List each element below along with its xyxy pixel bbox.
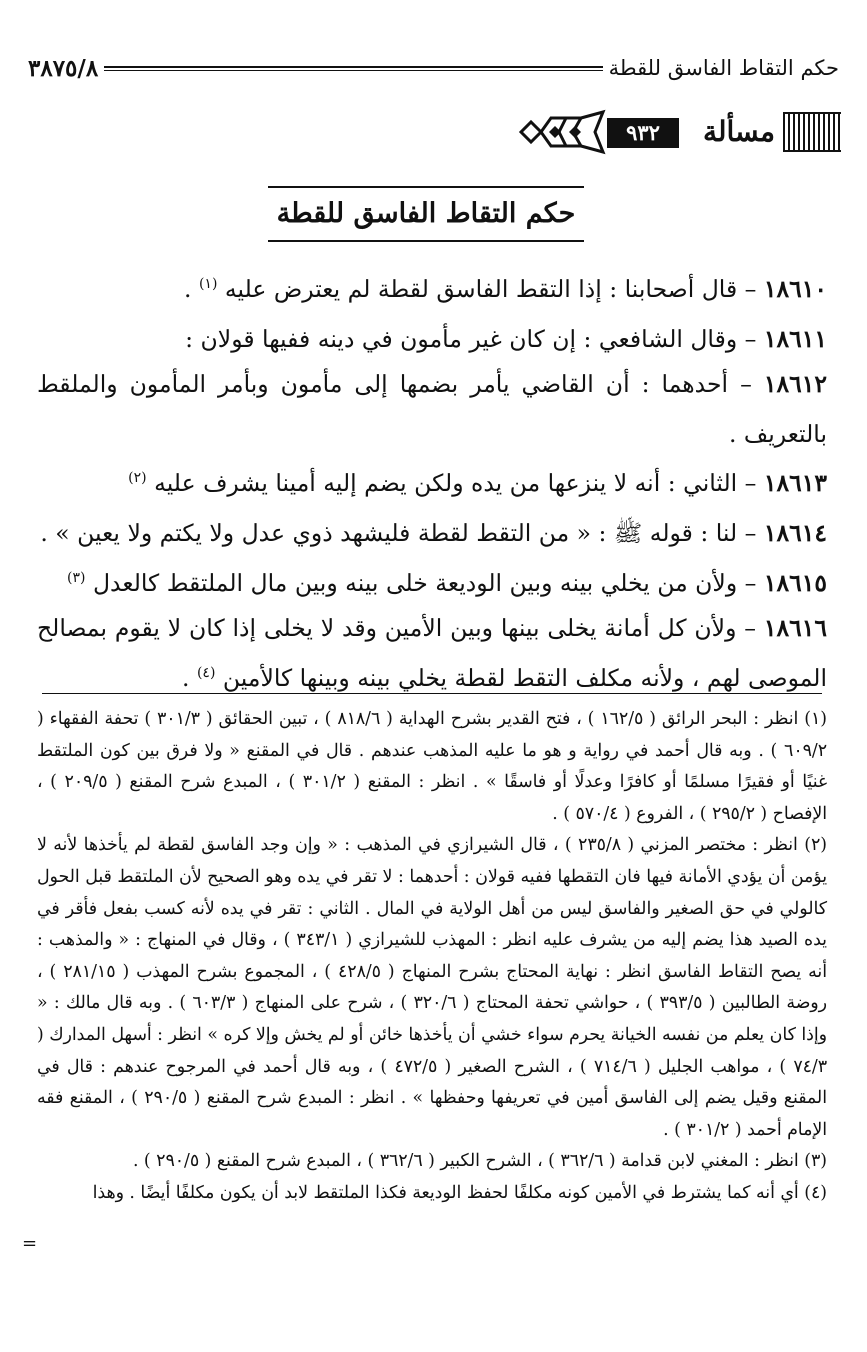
masala-label: مسألة — [702, 115, 775, 148]
paragraph-number: ١٨٦١٠ — [763, 274, 827, 303]
paragraph-number: ١٨٦١٤ — [763, 519, 827, 548]
paragraph-text: – ولأن من يخلي بينه وبين الوديعة خلى بينه وبين مال الملتقط كالعدل — [85, 568, 764, 597]
paragraph-text: – الثاني : أنه لا ينزعها من يده ولكن يضم إليه أمينا يشرف عليه — [146, 469, 764, 498]
paragraph-text: – أحدهما : أن القاضي يأمر بضمها إلى مأمون وبأمر المأمون والملقط بالتعريف . — [37, 369, 827, 448]
striped-bars-ornament — [783, 112, 841, 152]
footnote: (٤) أي أنه كما يشترط في الأمين كونه مكلفًا لحفظ الوديعة فكذا الملتقط لابد أن يكون مكلفًا أيضًا . وهذا — [92, 1182, 827, 1203]
footnotes — [37, 704, 827, 1210]
paragraph — [37, 606, 827, 701]
paragraph — [37, 312, 827, 362]
footnote: (١) انظر : البحر الرائق ( ١٦٢/٥ ) ، فتح القدير بشرح الهداية ( ٨١٨/٦ ) ، تبين الحقائق ( ٣٠١/٣ ) تحفة الفقهاء ( ٦٠٩/٢ ) . وبه قال أحمد في رواية و هو ما عليه المذهب عندهم . قال في المقنع « ولا فرق بين كون الملتقط غنيًا أو فقيرًا مسلمًا أو كافرًا وعدلًا أو فاسقًا » . انظر : المقنع ( ٣٠١/٢ ) ، المبدع شرح المقنع ( ٢٠٩/٥ ) ، الإفصاح ( ٢٩٥/٢ ) ، الفروع ( ٥٧٠/٤ ) . — [37, 709, 828, 824]
body-text — [37, 262, 827, 701]
paragraph-end: . — [183, 274, 199, 303]
paragraph-text: – وقال الشافعي : إن كان غير مأمون في دينه ففيها قولان : — [185, 324, 764, 353]
masala-number: ٩٣٢ — [607, 118, 679, 148]
header-rule — [104, 66, 602, 71]
title-bottom-rule — [268, 240, 584, 242]
running-header — [28, 50, 839, 86]
paragraph-text: – لنا : قوله ﷺ : « من التقط لقطة فليشهد ذوي عدل ولا يكتم ولا يعين » . — [40, 519, 764, 548]
footnote: (٣) انظر : المغني لابن قدامة ( ٣٦٢/٦ ) ، الشرح الكبير ( ٣٦٢/٦ ) ، المبدع شرح المقنع ( ٢٩٠/٥ ) . — [132, 1151, 827, 1172]
running-header-title: حكم التقاط الفاسق للقطة — [608, 56, 839, 80]
paragraph — [37, 506, 827, 556]
paragraph — [37, 362, 827, 457]
paragraph — [37, 556, 827, 606]
continuation-mark: = — [22, 1233, 38, 1254]
footnote: (٢) انظر : مختصر المزني ( ٢٣٥/٨ ) ، قال الشيرازي في المذهب : « وإن وجد الفاسق لقطة لم يأخذها لأنه لا يؤمن أن يؤدي الأمانة فيها فان التقطها ففيه قولان : أحدهما : لا تقر في يده وهو الصحيح لأن الملتقط قبل الحول كالولي في حق الصغير والفاسق ليس من أهل الولاية في المال . الثاني : تقر في يده لأنه كسب بفعل فأقر في يده الصيد هذا يضم إليه من يشرف عليه انظر : المهذب للشيرازي ( ٣٤٣/١ ) ، وقال في المنهاج : « والمذهب : أنه يصح التقاط الفاسق انظر : نهاية المحتاج بشرح المنهاج ( ٤٢٨/٥ ) ، المجموع بشرح المهذب ( ٢٨١/١٥ ) ، روضة الطالبين ( ٣٩٣/٥ ) ، حواشي تحفة المحتاج ( ٣٢٠/٦ ) ، شرح على المنهاج ( ٦٠٣/٣ ) . وبه قال مالك : « وإذا كان يعلم من نفسه الخيانة يحرم سواء خشي أن يأخذها خائن أو لم يخش وإلا كره » انظر : أسهل المدارك ( ٧٤/٣ ) ، مواهب الجليل ( ٧١٤/٦ ) ، الشرح الصغير ( ٤٧٢/٥ ) ، وبه قال أحمد في المرجوح عندهم : قال في المقنع وقيل يضم إلى الفاسق أمين في تعريفها وحفظها » . انظر : المبدع شرح المقنع ( ٢٩٠/٥ ) ، المقنع فقه الإمام أحمد ( ٣٠١/٢ ) . — [37, 835, 827, 1140]
paragraph-text: – قال أصحابنا : إذا التقط الفاسق لقطة لم يعترض عليه — [217, 274, 764, 303]
title-top-rule — [268, 186, 584, 188]
paragraph-number: ١٨٦١٥ — [763, 568, 827, 597]
footnote-ref: (١) — [198, 276, 218, 292]
section-title: حكم التقاط الفاسق للقطة — [276, 198, 576, 229]
footnote-ref: (٣) — [67, 570, 86, 587]
paragraph-number: ١٨٦١١ — [763, 324, 827, 353]
footnote-ref: (٤) — [196, 664, 216, 681]
footnote-separator — [42, 693, 822, 694]
paragraph — [37, 456, 827, 506]
paragraph-number: ١٨٦١٦ — [763, 613, 827, 642]
paragraph-text: – ولأن كل أمانة يخلى بينها وبين الأمين وقد لا يخلى إذا كان لا يقوم بمصالح الموصى لهم ، ولأنه مكلف التقط لقطة يخلي بينه وبينها كالأمين — [37, 613, 827, 692]
knot-ornament-icon — [511, 108, 611, 156]
paragraph — [37, 262, 827, 312]
paragraph-number: ١٨٦١٣ — [763, 469, 827, 498]
paragraph-number: ١٨٦١٢ — [763, 369, 827, 398]
footnote-ref: (٢) — [128, 470, 147, 487]
masala-banner — [511, 108, 841, 156]
page-reference: ٣٨٧٥/٨ — [28, 54, 99, 82]
paragraph-end: . — [181, 663, 197, 692]
